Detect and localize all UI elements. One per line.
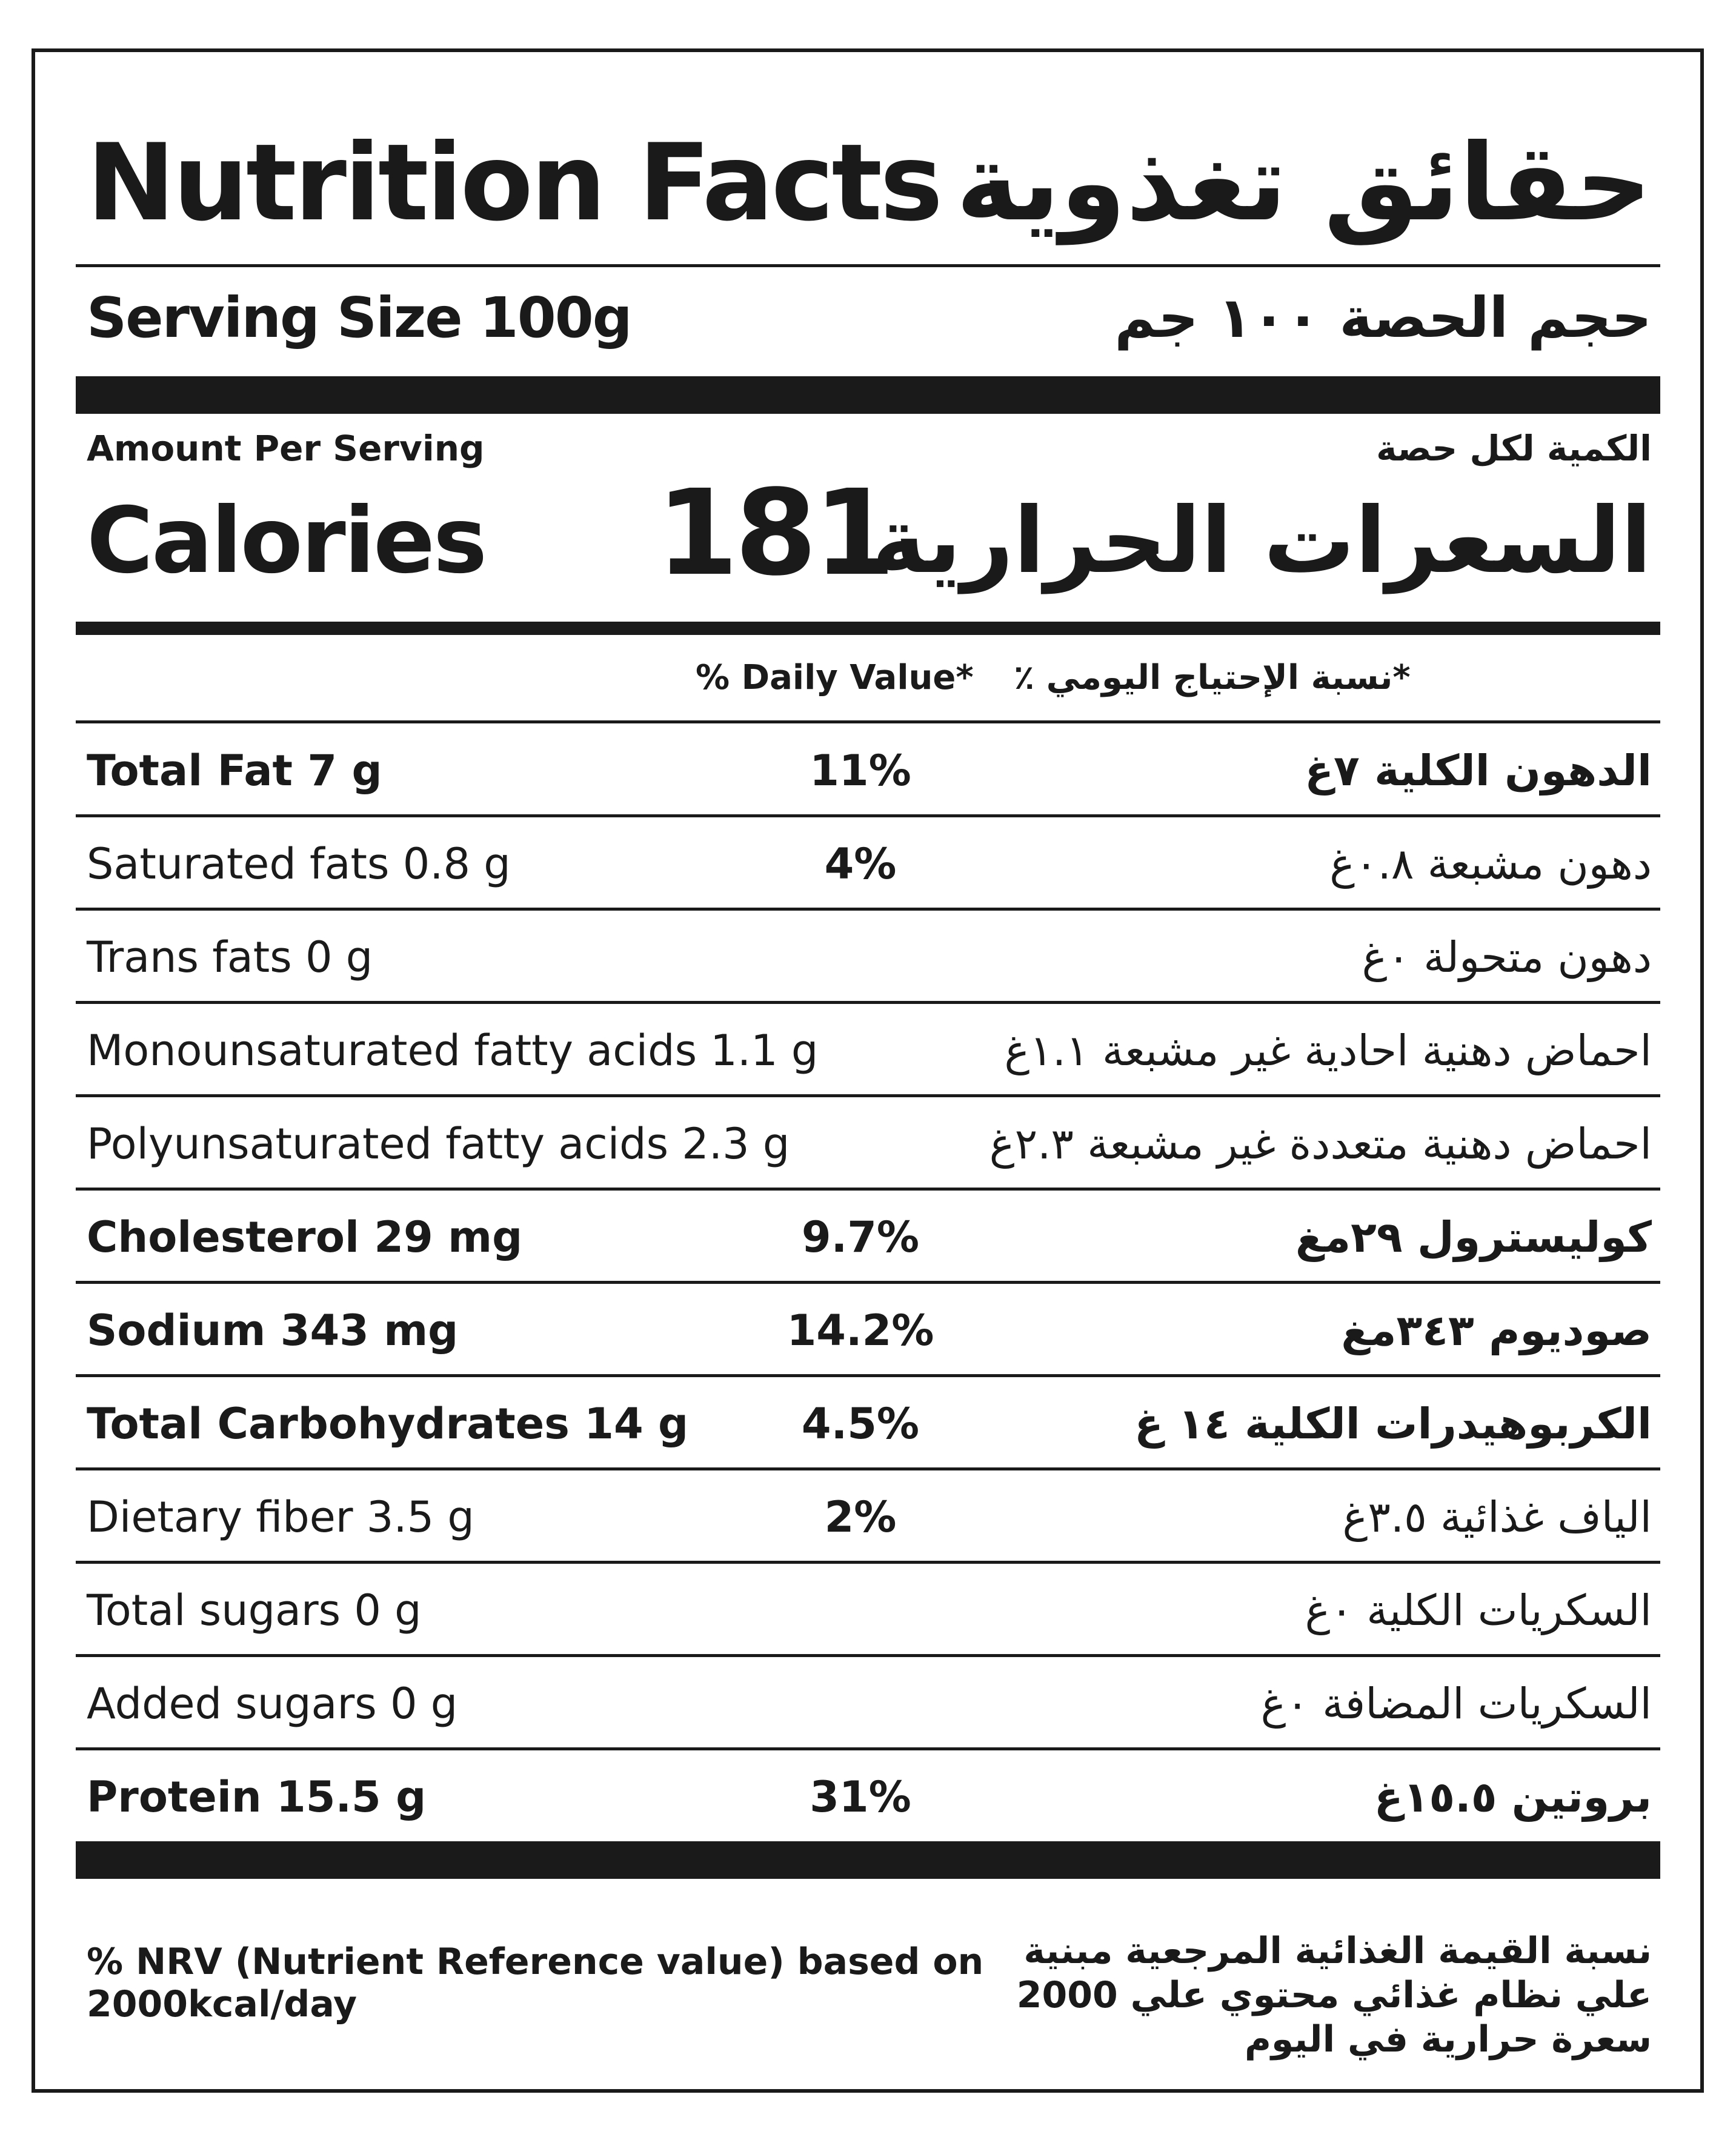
divider — [76, 1374, 1660, 1377]
divider — [76, 1094, 1660, 1097]
nutrient-name-ar: الكربوهيدرات الكلية ١٤ غ — [1134, 1399, 1652, 1449]
nutrient-percent: 2% — [824, 1492, 897, 1542]
divider — [76, 1747, 1660, 1750]
nutrient-name-ar: دهون متحولة ٠غ — [1362, 932, 1652, 982]
serving-size-ar: حجم الحصة ١٠٠ جم — [1114, 285, 1652, 350]
serving-size-en: Serving Size 100g — [87, 285, 631, 350]
nutrient-percent: 4% — [824, 839, 897, 889]
amount-per-serving-en: Amount Per Serving — [87, 428, 485, 469]
nutrient-percent: 4.5% — [801, 1399, 920, 1449]
footer-note-ar-line1: نسبة القيمة الغذائية المرجعية مبنية — [1023, 1930, 1652, 1972]
title-en: Nutrition Facts — [87, 122, 941, 245]
footer-note-en-line2: 2000kcal/day — [87, 1983, 358, 2025]
nutrient-name-en: Protein 15.5 g — [87, 1772, 427, 1822]
divider — [76, 1188, 1660, 1191]
nutrient-name-en: Total sugars 0 g — [87, 1586, 422, 1635]
nutrient-name-ar: السكريات المضافة ٠غ — [1260, 1679, 1652, 1729]
divider — [76, 1467, 1660, 1470]
divider — [76, 264, 1660, 267]
calories-label-en: Calories — [87, 488, 486, 594]
nutrient-name-en: Sodium 343 mg — [87, 1306, 459, 1355]
footer-note-ar-line3: سعرة حرارية في اليوم — [1244, 2018, 1652, 2061]
nutrient-name-ar: السكريات الكلية ٠غ — [1305, 1586, 1652, 1635]
nutrient-name-en: Cholesterol 29 mg — [87, 1212, 523, 1262]
title-ar: حقائق تغذوية — [956, 122, 1652, 245]
nutrient-name-ar: احماض دهنية متعددة غير مشبعة ٢.٣غ — [989, 1119, 1652, 1169]
medium-divider — [76, 622, 1660, 635]
amount-per-serving-ar: الكمية لكل حصة — [1376, 428, 1652, 469]
divider — [76, 908, 1660, 911]
nutrient-name-en: Saturated fats 0.8 g — [87, 839, 511, 889]
divider — [76, 1281, 1660, 1284]
calories-label-ar: السعرات الحرارية — [872, 488, 1652, 594]
calories-value: 181 — [656, 464, 893, 602]
footer-note-ar-line2: علي نظام غذائي محتوي علي 2000 — [1016, 1974, 1652, 2016]
daily-value-ar: *نسبة الإحتياج اليومي ٪ — [1014, 658, 1411, 697]
nutrient-name-en: Dietary fiber 3.5 g — [87, 1492, 474, 1542]
divider — [76, 1561, 1660, 1564]
nutrition-label — [32, 48, 1704, 2093]
nutrient-name-ar: صوديوم ٣٤٣مغ — [1341, 1306, 1652, 1355]
nutrient-percent: 14.2% — [787, 1306, 934, 1355]
nutrient-percent: 11% — [810, 746, 911, 796]
divider — [76, 720, 1660, 723]
nutrient-name-en: Total Fat 7 g — [87, 746, 382, 796]
footer-note-en-line1: % NRV (Nutrient Reference value) based on — [87, 1941, 984, 1983]
nutrient-name-en: Monounsaturated fatty acids 1.1 g — [87, 1026, 819, 1075]
nutrient-name-ar: بروتين ١٥.٥غ — [1374, 1772, 1652, 1822]
thick-divider — [76, 1841, 1660, 1879]
nutrient-name-en: Total Carbohydrates 14 g — [87, 1399, 689, 1449]
nutrient-name-ar: دهون مشبعة ٠.٨غ — [1329, 839, 1652, 889]
nutrient-name-ar: احماض دهنية احادية غير مشبعة ١.١غ — [1004, 1026, 1652, 1075]
nutrient-percent: 9.7% — [801, 1212, 920, 1262]
nutrient-name-ar: الياف غذائية ٣.٥غ — [1342, 1492, 1652, 1542]
nutrient-name-ar: كوليسترول ٢٩مغ — [1295, 1212, 1652, 1262]
divider — [76, 814, 1660, 817]
divider — [76, 1654, 1660, 1657]
thick-divider — [76, 376, 1660, 414]
nutrient-name-en: Polyunsaturated fatty acids 2.3 g — [87, 1119, 790, 1169]
daily-value-en: % Daily Value* — [696, 658, 974, 697]
nutrient-percent: 31% — [810, 1772, 911, 1822]
divider — [76, 1001, 1660, 1004]
nutrient-name-en: Added sugars 0 g — [87, 1679, 458, 1729]
nutrient-name-en: Trans fats 0 g — [87, 932, 373, 982]
nutrient-name-ar: الدهون الكلية ٧غ — [1305, 746, 1652, 796]
